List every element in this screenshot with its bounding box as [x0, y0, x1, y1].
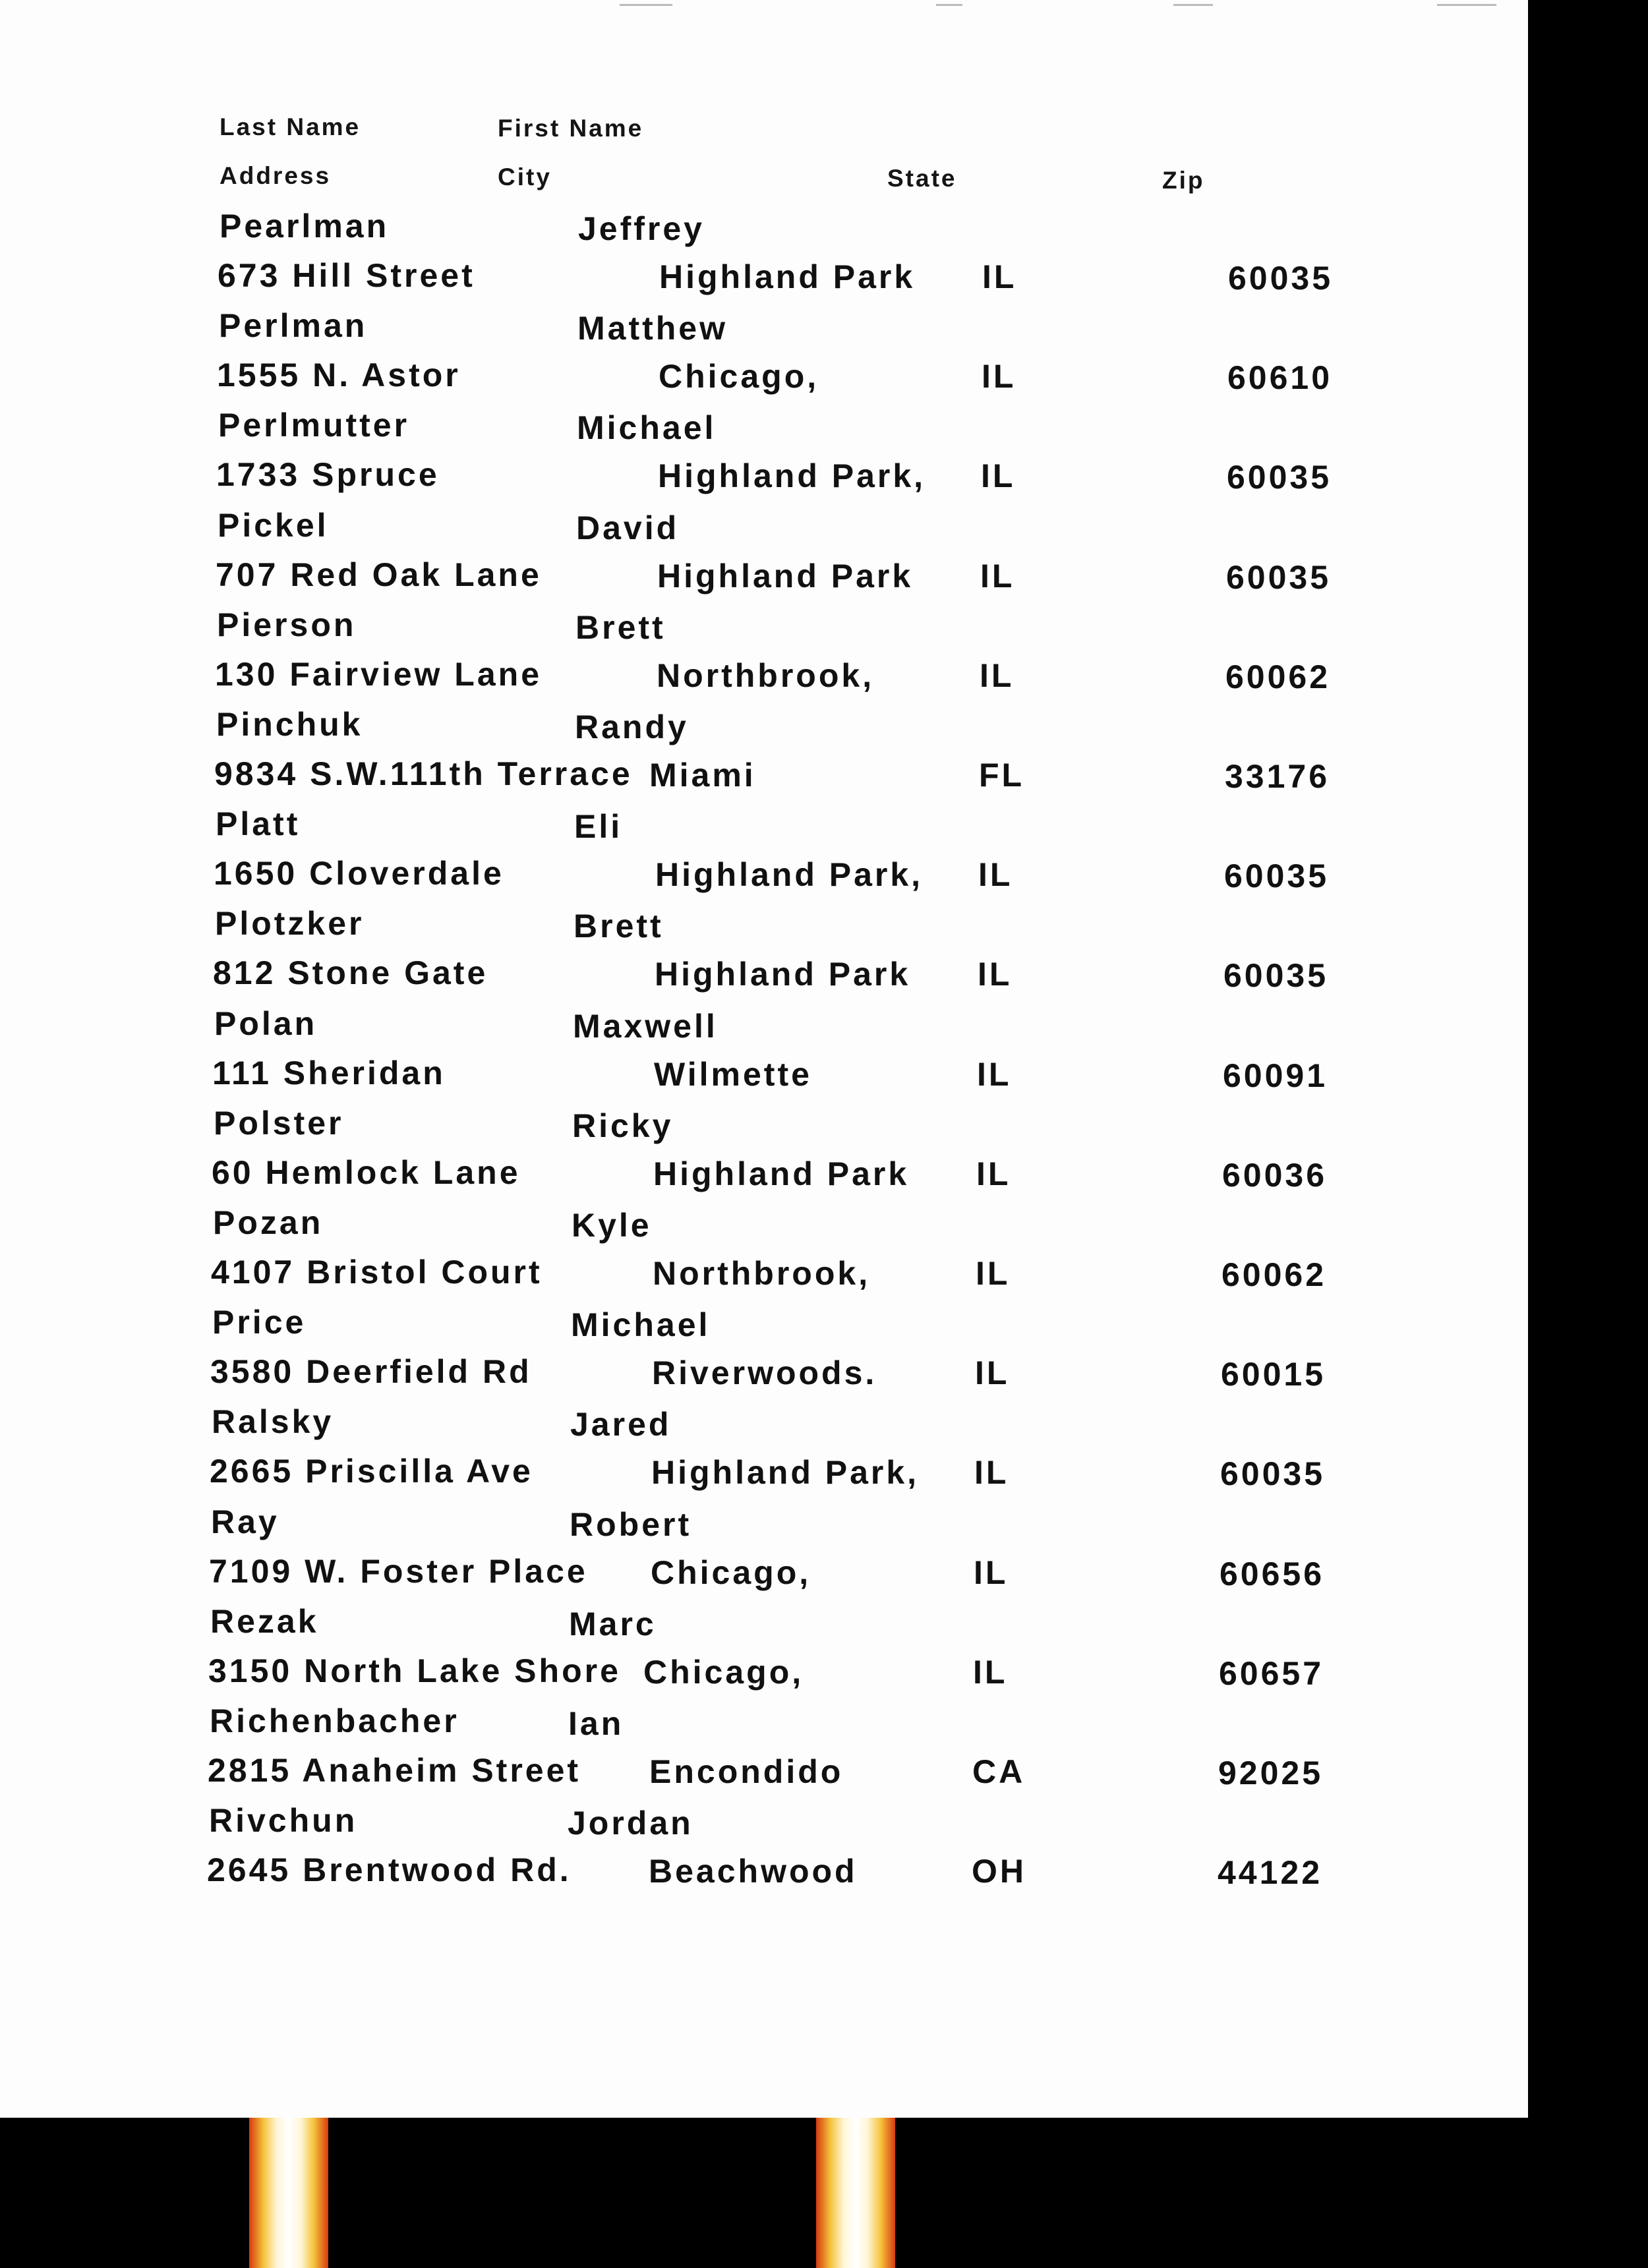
record-city: Riverwoods. — [652, 1354, 877, 1392]
record-state: OH — [972, 1853, 1026, 1890]
record-first-name: Maxwell — [573, 1007, 718, 1045]
record-first-name: Michael — [571, 1306, 711, 1344]
record-state: IL — [976, 1155, 1011, 1192]
record-last-name: Plotzker — [215, 905, 365, 943]
record-address: 7109 W. Foster Place — [209, 1552, 588, 1590]
record-zip: 60610 — [1227, 359, 1333, 397]
record-city: Chicago, — [659, 358, 819, 395]
record-address: 111 Sheridan — [212, 1054, 446, 1091]
record-address: 60 Hemlock Lane — [212, 1153, 521, 1191]
record-first-name: Kyle — [572, 1207, 652, 1244]
record-state: IL — [981, 457, 1016, 495]
record-address: 1555 N. Astor — [217, 357, 461, 394]
header-address: Address — [220, 162, 332, 189]
record-state: IL — [976, 1255, 1011, 1292]
record-city: Highland Park — [657, 557, 914, 595]
record-last-name: Rivchun — [209, 1802, 358, 1840]
record-zip: 60657 — [1219, 1654, 1324, 1692]
record-last-name: Pozan — [213, 1204, 324, 1241]
record-city: Wilmette — [654, 1055, 812, 1093]
record-state: CA — [972, 1753, 1026, 1790]
record-first-name: Ricky — [572, 1107, 674, 1144]
record-last-name: Polster — [214, 1104, 344, 1142]
record-zip: 60035 — [1223, 957, 1329, 995]
record-last-name: Pierson — [217, 606, 357, 643]
record-zip: 60015 — [1221, 1356, 1326, 1393]
record-city: Chicago, — [651, 1554, 811, 1591]
record-zip: 60062 — [1225, 658, 1331, 695]
record-last-name: Pickel — [218, 506, 329, 544]
record-city: Highland Park, — [651, 1454, 920, 1492]
record-zip: 60036 — [1222, 1156, 1328, 1194]
header-last-name: Last Name — [220, 113, 361, 140]
header-city: City — [498, 163, 552, 190]
record-city: Miami — [649, 757, 756, 794]
record-city: Highland Park, — [655, 856, 924, 894]
record-city: Highland Park — [659, 258, 916, 295]
record-last-name: Platt — [216, 805, 301, 843]
record-state: IL — [980, 656, 1015, 694]
record-last-name: Richenbacher — [210, 1702, 459, 1739]
record-first-name: Ian — [568, 1705, 624, 1742]
header-first-name: First Name — [498, 115, 644, 142]
record-address: 4107 Bristol Court — [211, 1254, 543, 1291]
record-first-name: David — [576, 509, 680, 546]
record-city: Highland Park, — [658, 457, 926, 495]
record-address: 2665 Priscilla Ave — [210, 1453, 533, 1490]
record-zip: 60656 — [1220, 1555, 1325, 1592]
record-last-name: Price — [212, 1304, 307, 1341]
record-last-name: Rezak — [210, 1602, 319, 1640]
record-last-name: Pinchuk — [216, 706, 363, 743]
header-zip: Zip — [1162, 167, 1205, 194]
scanner-light-glare — [816, 2118, 895, 2268]
record-first-name: Eli — [574, 808, 623, 846]
record-state: IL — [973, 1653, 1008, 1691]
record-address: 1733 Spruce — [216, 456, 440, 494]
record-address: 812 Stone Gate — [213, 954, 488, 992]
record-zip: 60035 — [1224, 858, 1330, 895]
record-address: 9834 S.W.111th Terrace — [214, 755, 633, 792]
record-zip: 60035 — [1228, 260, 1334, 297]
record-first-name: Michael — [577, 409, 717, 447]
record-address: 673 Hill Street — [218, 257, 475, 294]
record-address: 707 Red Oak Lane — [216, 556, 542, 593]
record-address: 2645 Brentwood Rd. — [207, 1851, 572, 1889]
record-first-name: Randy — [575, 709, 689, 745]
record-city: Highland Park — [655, 956, 911, 993]
record-last-name: Pearlman — [220, 208, 390, 245]
record-first-name: Jared — [570, 1406, 672, 1443]
record-zip: 60035 — [1226, 558, 1332, 596]
record-zip: 33176 — [1225, 758, 1330, 795]
record-city: Northbrook, — [653, 1255, 871, 1292]
record-address: 3580 Deerfield Rd — [210, 1353, 532, 1391]
record-address: 1650 Cloverdale — [214, 855, 504, 892]
record-state: FL — [979, 757, 1025, 794]
record-city: Northbrook, — [657, 656, 875, 694]
record-city: Encondido — [649, 1753, 844, 1790]
record-zip: 44122 — [1218, 1854, 1323, 1892]
record-zip: 92025 — [1218, 1755, 1324, 1791]
record-state: IL — [977, 1055, 1012, 1093]
record-first-name: Robert — [570, 1505, 692, 1543]
record-city: Highland Park — [653, 1155, 910, 1192]
record-last-name: Ray — [211, 1503, 280, 1540]
record-state: IL — [974, 1554, 1009, 1591]
record-zip: 60062 — [1221, 1256, 1327, 1293]
record-state: IL — [974, 1454, 1009, 1492]
scanner-light-glare — [249, 2118, 328, 2268]
record-zip: 60035 — [1220, 1455, 1326, 1493]
record-state: IL — [982, 358, 1016, 395]
record-address: 2815 Anaheim Street — [208, 1752, 581, 1789]
record-city: Chicago, — [643, 1653, 804, 1691]
record-address: 130 Fairview Lane — [215, 655, 543, 693]
record-first-name: Brett — [574, 908, 664, 945]
record-state: IL — [978, 856, 1013, 894]
record-city: Beachwood — [649, 1853, 858, 1890]
record-address: 3150 North Lake Shore — [208, 1652, 621, 1689]
record-first-name: Marc — [569, 1605, 657, 1643]
record-last-name: Perlmutter — [218, 407, 410, 444]
record-zip: 60035 — [1227, 459, 1332, 496]
record-first-name: Brett — [575, 608, 666, 646]
record-first-name: Jeffrey — [578, 210, 705, 247]
record-state: IL — [975, 1354, 1010, 1392]
record-first-name: Jordan — [568, 1805, 693, 1842]
record-state: IL — [980, 557, 1015, 595]
header-state: State — [887, 165, 957, 192]
record-zip: 60091 — [1223, 1057, 1328, 1094]
record-first-name: Matthew — [577, 310, 728, 347]
record-last-name: Polan — [214, 1004, 318, 1042]
record-last-name: Perlman — [219, 307, 368, 345]
record-state: IL — [978, 956, 1013, 993]
record-state: IL — [982, 258, 1017, 295]
record-last-name: Ralsky — [212, 1403, 334, 1441]
